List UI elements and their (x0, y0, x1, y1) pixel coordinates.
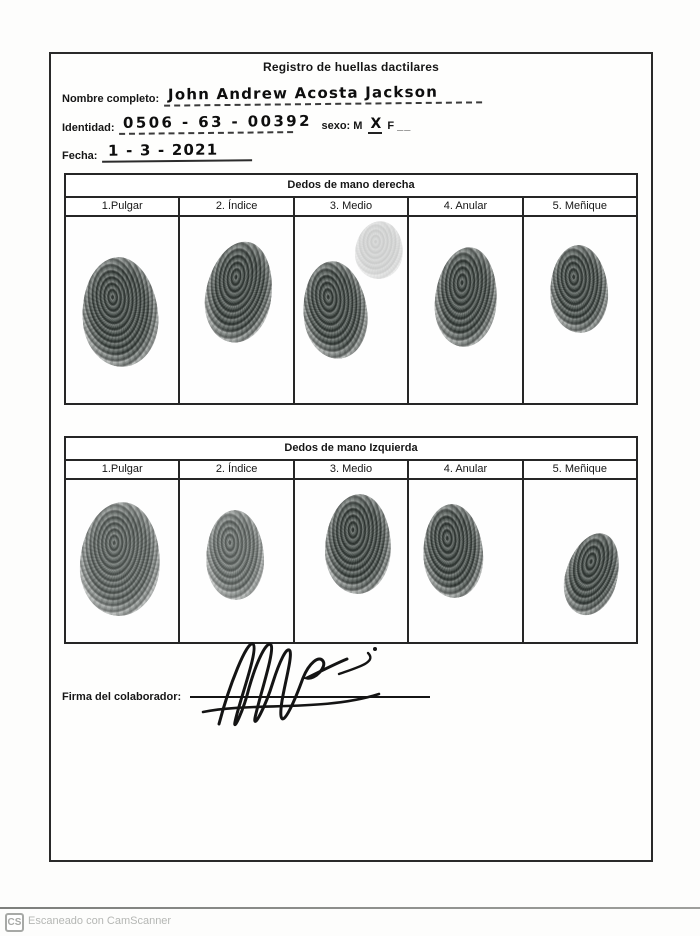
column-header-ring: 4. Anular (409, 198, 523, 215)
fingerprint (420, 502, 486, 600)
print-cell-left-little (524, 480, 636, 642)
left-hand-print-row (66, 480, 636, 642)
date-label: Fecha: (62, 150, 98, 162)
sex-group (321, 116, 412, 132)
print-cell-right-middle (295, 217, 409, 403)
date-row (62, 141, 252, 162)
print-cell-right-index (180, 217, 294, 403)
sex-female-option: F (387, 120, 395, 132)
fingerprint (77, 254, 162, 370)
fingerprint (547, 244, 610, 335)
form-outline (49, 52, 653, 862)
camscanner-text: Escaneado con CamScanner (28, 915, 172, 927)
fingerprint (78, 501, 162, 618)
column-header-thumb: 1.Pulgar (66, 198, 180, 215)
column-header-ring: 4. Anular (409, 461, 523, 478)
fingerprint (432, 245, 501, 349)
identity-row (62, 113, 411, 134)
right-hand-table-title: Dedos de mano derecha (66, 175, 636, 198)
print-cell-right-thumb (66, 217, 180, 403)
left-hand-table (64, 436, 638, 644)
signature-scrawl (191, 632, 401, 737)
column-header-middle: 3. Medio (295, 461, 409, 478)
print-cell-right-little (524, 217, 636, 403)
date-value-handwritten: 1 - 3 - 2021 (102, 140, 252, 163)
fingerprint (556, 527, 628, 622)
name-row (62, 84, 482, 105)
sex-male-option: M (353, 120, 363, 132)
identity-value-handwritten: 0506 - 63 - 00392 (119, 112, 293, 135)
name-value-handwritten: John Andrew Acosta Jackson (164, 82, 482, 106)
sex-male-mark-handwritten: X (368, 116, 383, 134)
fingerprint (199, 236, 280, 347)
print-cell-left-index (180, 480, 294, 642)
sex-female-blank: __ (397, 120, 412, 132)
identity-label: Identidad: (62, 122, 115, 134)
print-cell-left-middle (295, 480, 409, 642)
name-label: Nombre completo: (62, 93, 160, 105)
column-header-middle: 3. Medio (295, 198, 409, 215)
column-header-little: 5. Meñique (552, 463, 608, 475)
column-header-index: 2. Índice (180, 198, 294, 215)
print-cell-right-ring (409, 217, 523, 403)
signature-label: Firma del colaborador: (62, 691, 182, 703)
fingerprint (205, 509, 266, 601)
left-hand-table-title: Dedos de mano Izquierda (66, 438, 636, 461)
column-header-thumb: 1.Pulgar (66, 461, 180, 478)
fingerprint-faint (353, 220, 404, 280)
right-hand-column-headers (66, 198, 636, 217)
left-hand-column-headers (66, 461, 636, 480)
right-hand-table (64, 173, 638, 405)
column-header-index: 2. Índice (180, 461, 294, 478)
right-hand-print-row (66, 217, 636, 403)
footer-divider (0, 907, 700, 909)
fingerprint (324, 493, 392, 594)
fingerprint (297, 257, 372, 362)
camscanner-badge: CS (5, 913, 24, 932)
column-header-little: 5. Meñique (552, 200, 608, 212)
print-cell-left-ring (409, 480, 523, 642)
print-cell-left-thumb (66, 480, 180, 642)
form-title: Registro de huellas dactilares (262, 60, 440, 74)
sex-label: sexo: (321, 120, 351, 132)
